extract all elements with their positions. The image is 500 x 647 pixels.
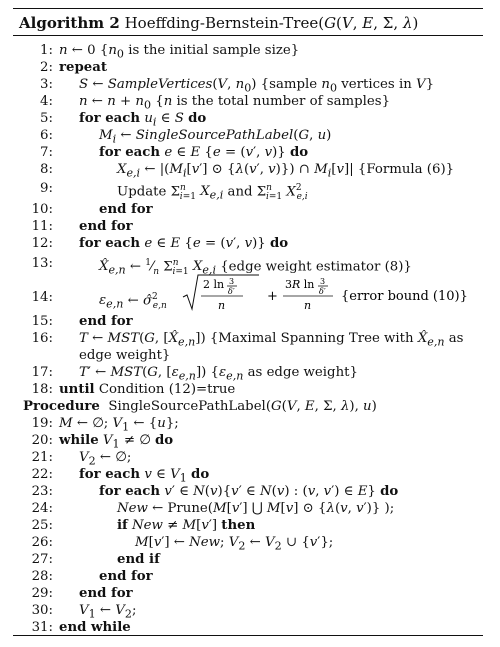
line-number: 26:: [31, 535, 53, 550]
line-number: 22:: [31, 467, 53, 482]
line-number: 16:: [31, 331, 53, 346]
line-text: while $V_1$ ≠ ∅ do: [59, 433, 174, 451]
line-number: 31:: [31, 620, 53, 635]
line-text: end for: [79, 314, 133, 329]
line-text: New ← Prune(M[v′] ⋃ M[v] ⊙ {λ(v, v′)} );: [117, 501, 395, 516]
line-text: if New ≠ M[v′] then: [117, 518, 256, 533]
line-text: M ← ∅; $V_1$ ← {u};: [59, 416, 179, 434]
line-text: $V_2$ ← ∅;: [79, 450, 132, 468]
svg-text:δ′: δ′: [228, 287, 235, 296]
line-number: 20:: [31, 433, 53, 448]
line-text: end for: [79, 219, 133, 234]
algorithm-header: [13, 10, 483, 36]
line-text: $X̂_{e,n}$ ← $^1⁄_n$ $\Sigma^n_{i=1}$ $X_{e,i}$ {edge weight estimator (8)}: [99, 258, 412, 278]
svg-text:n: n: [218, 299, 226, 312]
svg-text:+: +: [267, 289, 278, 304]
svg-text:n: n: [304, 299, 312, 312]
line-text: end for: [99, 202, 153, 217]
line-number: 10:: [31, 202, 53, 217]
line-number: 17:: [31, 365, 53, 380]
line-number: 15:: [31, 314, 53, 329]
line-text: Update $\Sigma^n_{i=1}$ $X_{e,i}$ and $\Sigma^n_{i=1}$ $X^2_{e,i}$: [117, 183, 308, 203]
line-number: 11:: [31, 219, 53, 234]
line-text-cont: edge weight}: [79, 348, 171, 363]
algorithm-title: Hoeffding-Bernstein-Tree(G(V, E, Σ, λ): [124, 14, 419, 32]
line-text: n ← 0 {$n_0$ is the initial sample size}: [59, 43, 300, 61]
line-text: n ← $n + n_0$ {n is the total number of samples}: [79, 94, 391, 112]
line-text: end for: [79, 586, 133, 601]
line-number: 4:: [40, 94, 53, 109]
svg-text:3: 3: [229, 277, 235, 286]
line-text: M[v′] ← New; $V_2$ ← $V_2$ ∪ {v′};: [135, 535, 334, 553]
line-number: 1:: [40, 43, 53, 58]
line-text: for each $u_i$ ∈ S do: [79, 111, 207, 129]
line-number: 28:: [31, 569, 53, 584]
line-number: 18:: [31, 382, 53, 397]
line-text: for each v′ ∈ N(v){v′ ∈ N(v) : (v, v′) ∈ E} do: [99, 484, 399, 499]
line-number: 13:: [31, 256, 53, 271]
line-number: 24:: [31, 501, 53, 516]
svg-text:δ′: δ′: [319, 287, 326, 296]
line-text: $X_{e,i}$ ← $|(M_i[v']$ ⊙ {λ(v′, v)}) ∩ $M_i[v]|$ {Formula (6)}: [117, 162, 455, 180]
line-text: end for: [99, 569, 153, 584]
svg-text:3: 3: [320, 277, 326, 286]
line-text: S ← SampleVertices(V, $n_0$) {sample $n_0$ vertices in V}: [79, 77, 435, 95]
line-text: $M_i$ ← SingleSourcePathLabel(G, u): [99, 128, 332, 146]
line-text: $\varepsilon_{e,n}$ ← σ̂$^2_{e,n}$: [99, 292, 167, 312]
line-number: 12:: [31, 236, 53, 251]
line-number: 25:: [31, 518, 53, 533]
line-number: 21:: [31, 450, 53, 465]
line-number: 9:: [40, 181, 53, 196]
line-text: T ← MST(G, $[X̂_{e,n}]$) {Maximal Spanning Tree with $X̂_{e,n}$ as: [79, 331, 464, 349]
line-number: 27:: [31, 552, 53, 567]
line-number: 23:: [31, 484, 53, 499]
algorithm-label: Algorithm 2: [19, 14, 120, 32]
line-text: end if: [117, 552, 160, 567]
svg-text:{error bound (10)}: {error bound (10)}: [341, 289, 468, 304]
line-number: 30:: [31, 603, 53, 618]
line-text: until Condition (12)=true: [59, 382, 236, 397]
error-bound-formula: [181, 271, 491, 315]
line-text: T′ ← MST(G, $[\varepsilon_{e,n}]$) {$\varepsilon_{e,n}$ as edge weight}: [79, 365, 358, 383]
line-text: for each e ∈ E {e = (v′, v)} do: [79, 236, 289, 251]
line-number: 8:: [40, 162, 53, 177]
line-text: end while: [59, 620, 131, 635]
line-number: 6:: [40, 128, 53, 143]
procedure-text: Procedure SingleSourcePathLabel(G(V, E, Σ, λ), u): [23, 399, 377, 414]
line-text: $V_1$ ← $V_2$;: [79, 603, 137, 621]
line-text: for each e ∈ E {e = (v′, v)} do: [99, 145, 309, 160]
line-number: 2:: [40, 60, 53, 75]
line-number: 19:: [31, 416, 53, 431]
line-number: 7:: [40, 145, 53, 160]
svg-text:2 ln: 2 ln: [203, 278, 225, 291]
line-number: 14:: [31, 290, 53, 305]
line-text: for each v ∈ $V_1$ do: [79, 467, 210, 485]
line-number: 5:: [40, 111, 53, 126]
svg-text:3R ln: 3R ln: [285, 278, 315, 291]
line-number: 29:: [31, 586, 53, 601]
line-text: repeat: [59, 60, 107, 75]
line-number: 3:: [40, 77, 53, 92]
